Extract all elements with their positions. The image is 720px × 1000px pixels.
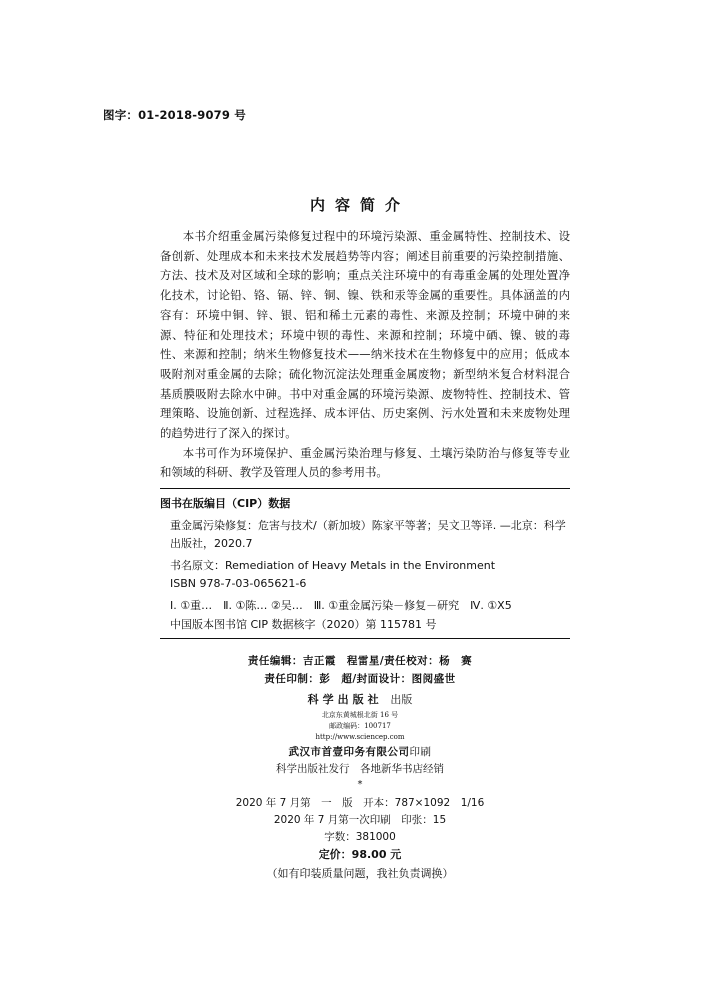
edition-line: 2020 年 7 月第 一 版 开本：787×1092 1/16 [235,797,485,809]
publisher-postcode: 邮政编码：100717 [329,722,391,730]
printer-name: 武汉市首壹印务有限公司 [288,746,410,758]
summary-body [160,227,570,483]
summary-paragraph: 本书介绍重金属污染修复过程中的环境污染源、重金属特性、控制技术、设备创新、处理成本和未来技术发展趋势等内容；阐述目前重要的污染控制措施、方法、技术及对区域和全球的影响；重点关注环境中的有毒重金属的处理处置净化技术，讨论铅、铬、镉、锌、铜、镍、铁和汞等金属的重要性。具体涵盖的内容有：环境中铜、锌、银、铝和稀土元素的毒性、来源及控制；环境中砷的来源、特征和处理技术；环境中钡的毒性、来源和控制；环境中硒、镍、铍的毒性、来源和控制；纳米生物修复技术——纳米技术在生物修复中的应用；低成本吸附剂对重金属的去除；硫化物沉淀法处理重金属废物；新型纳米复合材料混合基质膜吸附去除水中砷。书中对重金属的环境污染源、废物特性、控制技术、管理策略、设施创新、过程选择、成本评估、历史案例、污水处置和未来废物处理的趋势进行了深入的探讨。 [160,229,570,441]
publisher-name: 科学出版社 [307,693,383,706]
distribution-line: 科学出版社发行 各地新华书店经销 [276,763,444,775]
publisher-website: http://www.sciencep.com [315,733,405,741]
publisher-line [0,690,720,710]
word-count: 字数：381000 [324,831,396,843]
printing-line: 2020 年 7 月第一次印刷 印张：15 [273,814,447,826]
registration-number: 图字：01-2018-9079 号 [103,108,246,122]
printer-line [0,744,720,761]
cip-data-block [160,488,570,639]
credits-line: 责任印制：彭 超/封面设计：图阅盛世 [264,673,456,685]
cip-heading: 图书在版编目（CIP）数据 [160,497,291,510]
summary-title: 内容简介 [309,196,410,214]
cip-number: 中国版本图书馆 CIP 数据核字（2020）第 115781 号 [170,617,437,631]
cip-classification: Ⅰ. ①重… Ⅱ. ①陈… ②吴… Ⅲ. ①重金属污染－修复－研究 Ⅳ. ①X5 [170,598,512,612]
editorial-credits [0,652,720,688]
price: 定价：98.00 元 [318,848,402,861]
printer-suffix: 印刷 [409,746,432,758]
cip-original-title: 书名原文：Remediation of Heavy Metals in the Environment [170,558,496,572]
quality-notice: （如有印装质量问题，我社负责调换） [266,867,454,880]
credits-line: 责任编辑：吉正霞 程雷星/责任校对：杨 赛 [247,655,473,667]
cip-entry: 重金属污染修复：危害与技术/（新加坡）陈家平等著；吴文卫等译. —北京：科学出版社，2020.7 [170,518,566,551]
summary-paragraph: 本书可作为环境保护、重金属污染治理与修复、土壤污染防治与修复等专业和领域的科研、教学及管理人员的参考用书。 [160,445,570,480]
publisher-suffix: 出版 [390,693,413,706]
separator-star: * [357,779,363,790]
publisher-address: 北京东黄城根北街 16 号 [321,711,399,719]
cip-isbn: ISBN 978-7-03-065621-6 [170,577,307,591]
imprint-block [0,690,720,884]
